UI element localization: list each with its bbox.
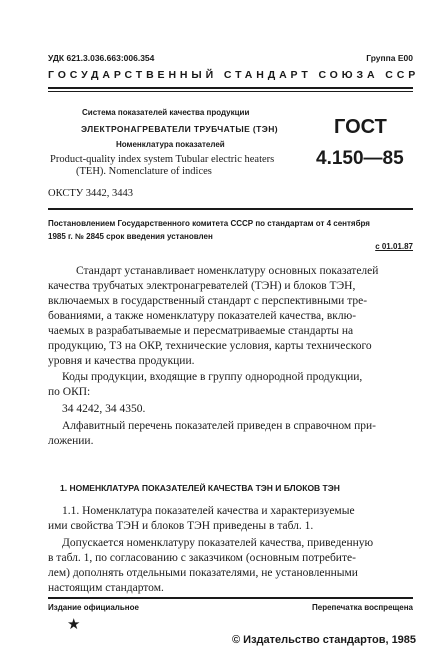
publisher-copyright: © Издательство стандартов, 1985 (232, 634, 417, 646)
body-line: Стандарт устанавливает номенклатуру основных показателей (76, 265, 379, 277)
section-title: 1. НОМЕНКЛАТУРА ПОКАЗАТЕЛЕЙ КАЧЕСТВА ТЭН И БЛОКОВ ТЭН (60, 483, 340, 493)
udk-code: УДК 621.3.036.663:006.354 (48, 53, 155, 63)
system-line: Система показателей качества продукции (82, 108, 250, 117)
group-code: Группа Е00 (366, 53, 413, 63)
decree-line-1: Постановлением Государственного комитета СССР по стандартам от 4 сентября (48, 219, 370, 228)
body-line: уровня и качества продукции. (48, 355, 195, 367)
nomenclature-line: Номенклатура показателей (116, 140, 225, 149)
body-line: включаемых в государственный стандарт с перспективными тре- (48, 295, 368, 307)
decree-line-2: 1985 г. № 2845 срок введения установлен (48, 232, 213, 241)
footer-rule (48, 597, 413, 599)
standard-header: ГОСУДАРСТВЕННЫЙ СТАНДАРТ СОЮЗА ССР (48, 69, 420, 81)
gost-number: 4.150—85 (316, 148, 404, 169)
body-line: чаемых в разрабатываемые и пересматриваемые стандарты на (48, 325, 354, 337)
body-line: качества трубчатых электронагревателей (ТЭН) и блоков ТЭН, (48, 280, 356, 292)
introduction-date: с 01.01.87 (375, 242, 413, 251)
body-line: в табл. 1, по согласованию с заказчиком (основным потребите- (48, 552, 356, 564)
body-line: ими свойства ТЭН и блоков ТЭН приведены в табл. 1. (48, 520, 314, 532)
body-line: Алфавитный перечень показателей приведен в справочном при- (62, 420, 376, 432)
body-line: по ОКП: (48, 386, 91, 398)
header-rule-thick (48, 87, 413, 89)
body-line: продукцию, ТЗ на ОКР, технические условия, карты технического (48, 340, 372, 352)
reprint-notice: Перепечатка воспрещена (312, 603, 413, 612)
product-title: ЭЛЕКТРОНАГРЕВАТЕЛИ ТРУБЧАТЫЕ (ТЭН) (81, 124, 278, 134)
body-line: Допускается номенклатуру показателей качества, приведенную (62, 537, 374, 549)
star-icon: ★ (67, 616, 81, 633)
okstu-code: ОКСТУ 3442, 3443 (48, 188, 134, 199)
body-line: настоящим стандартом. (48, 582, 164, 594)
body-line: лем) дополнять отдельными показателями, не установленными (48, 567, 358, 579)
body-line: бованиями, а также номенклатуру показателей качества, вклю- (48, 310, 357, 322)
english-title-line-1: Product-quality index system Tubular electric heaters (50, 154, 275, 165)
body-line: Коды продукции, входящие в группу однородной продукции, (62, 371, 363, 383)
body-line: ложении. (48, 435, 94, 447)
gost-label: ГОСТ (334, 116, 387, 138)
official-edition-label: Издание официальное (48, 603, 139, 612)
header-rule-thin (48, 91, 413, 92)
section-rule (48, 208, 413, 210)
body-line: 1.1. Номенклатура показателей качества и характеризуемые (62, 505, 355, 517)
english-title-line-2: (ТЕН). Nomenclature of indices (76, 166, 212, 177)
body-line: 34 4242, 34 4350. (62, 403, 146, 415)
